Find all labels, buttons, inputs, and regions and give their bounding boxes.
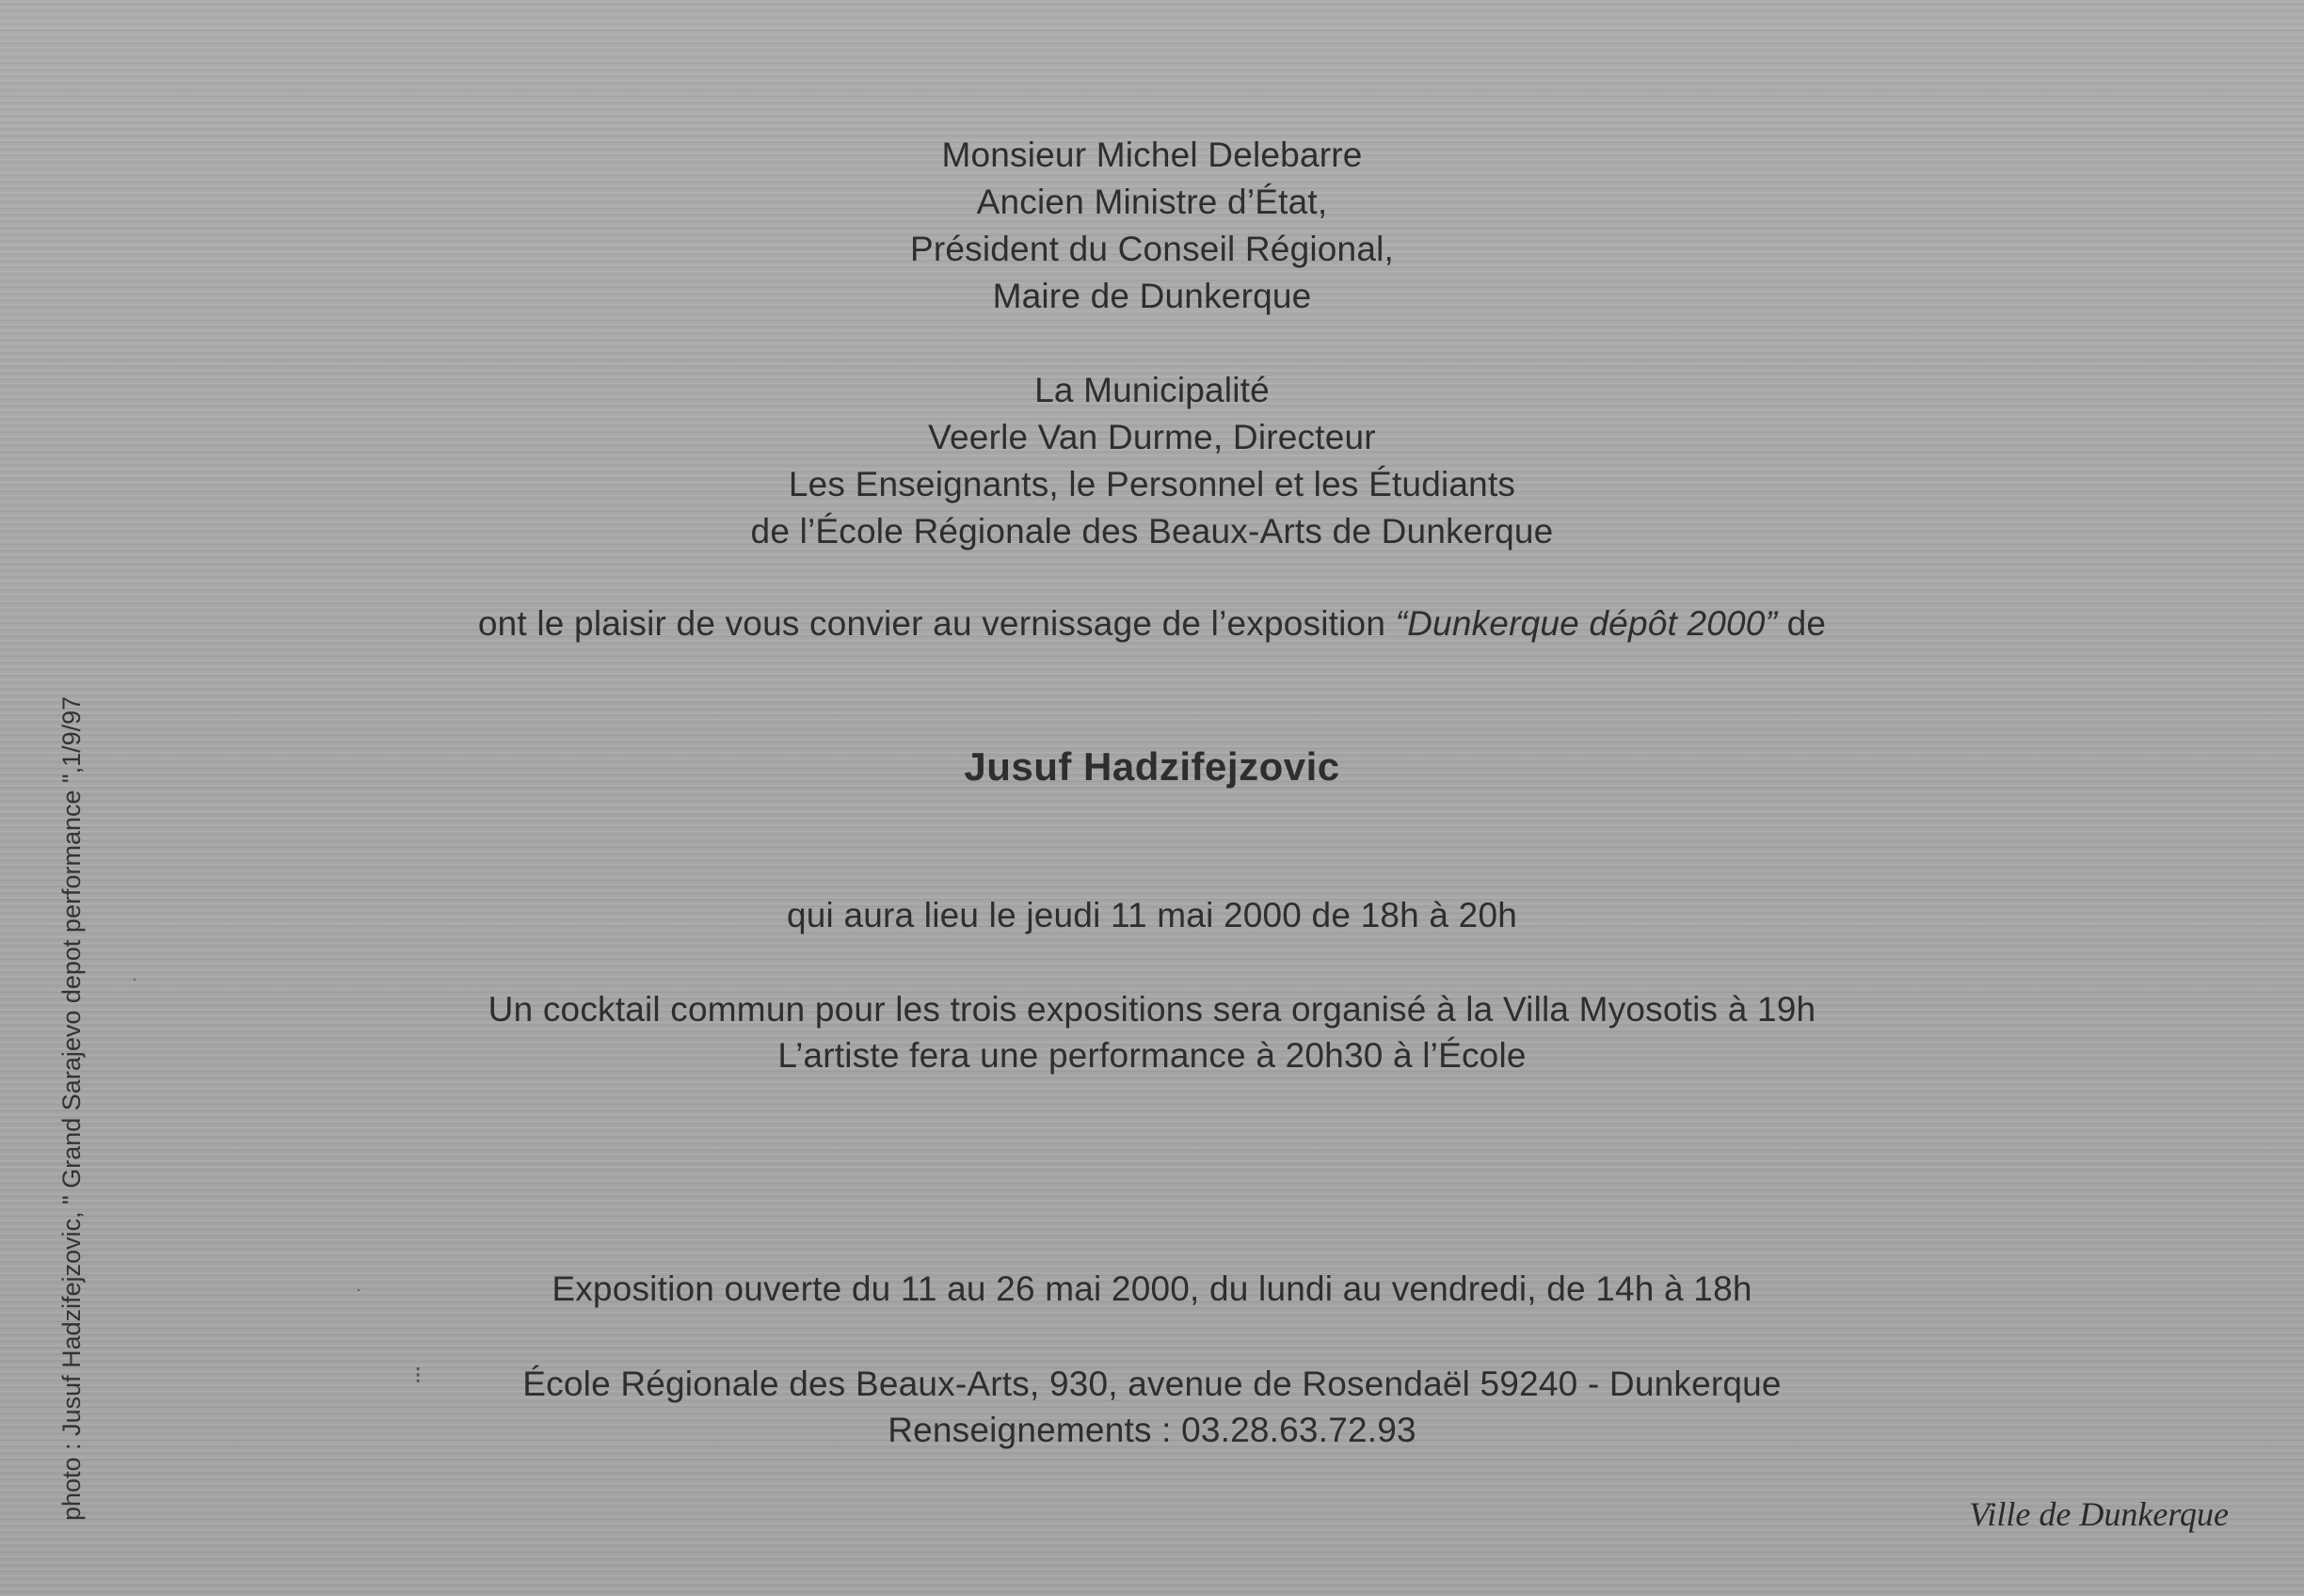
contact-line: Renseignements : 03.28.63.72.93 [888,1411,1416,1449]
school-line-4: de l’École Régionale des Beaux-Arts de Dunkerque [750,512,1554,551]
host-title-3: Maire de Dunkerque [992,277,1312,315]
school-line-2: Veerle Van Durme, Directeur [928,418,1376,456]
artist-name: Jusuf Hadzifejzovic [964,744,1340,789]
performance-line: L’artiste fera une performance à 20h30 à l’École [777,1036,1527,1075]
school-line-3: Les Enseignants, le Personnel et les Étudiants [788,465,1516,503]
event-date-line: qui aura lieu le jeudi 11 mai 2000 de 18h à 20h [786,896,1517,934]
invitation-suffix: de [1777,604,1827,643]
invitation-prefix: ont le plaisir de vous convier au vernissage de l’exposition [477,604,1396,643]
exhibition-hours-line: Exposition ouverte du 11 au 26 mai 2000, du lundi au vendredi, de 14h à 18h [552,1269,1752,1308]
school-line-1: La Municipalité [1034,371,1270,409]
exhibition-title: “Dunkerque dépôt 2000” [1395,604,1778,643]
print-speck: · [356,1280,361,1299]
city-signature-logo: Ville de Dunkerque [1969,1495,2229,1533]
photo-credit-caption: photo : Jusuf Hadzifejzovic, " Grand Sarajevo depot performance ",1/9/97 [57,695,86,1521]
cocktail-line: Un cocktail commun pour les trois expositions sera organisé à la Villa Myosotis à 19h [488,990,1816,1029]
address-line: École Régionale des Beaux-Arts, 930, avenue de Rosendaël 59240 - Dunkerque [522,1365,1782,1403]
print-speck: ⁝ [414,1361,423,1389]
print-speck: · [132,969,137,988]
invitation-line [0,600,2304,647]
host-name: Monsieur Michel Delebarre [941,136,1363,174]
host-title-2: Président du Conseil Régional, [909,230,1395,268]
host-title-1: Ancien Ministre d’État, [976,183,1328,221]
